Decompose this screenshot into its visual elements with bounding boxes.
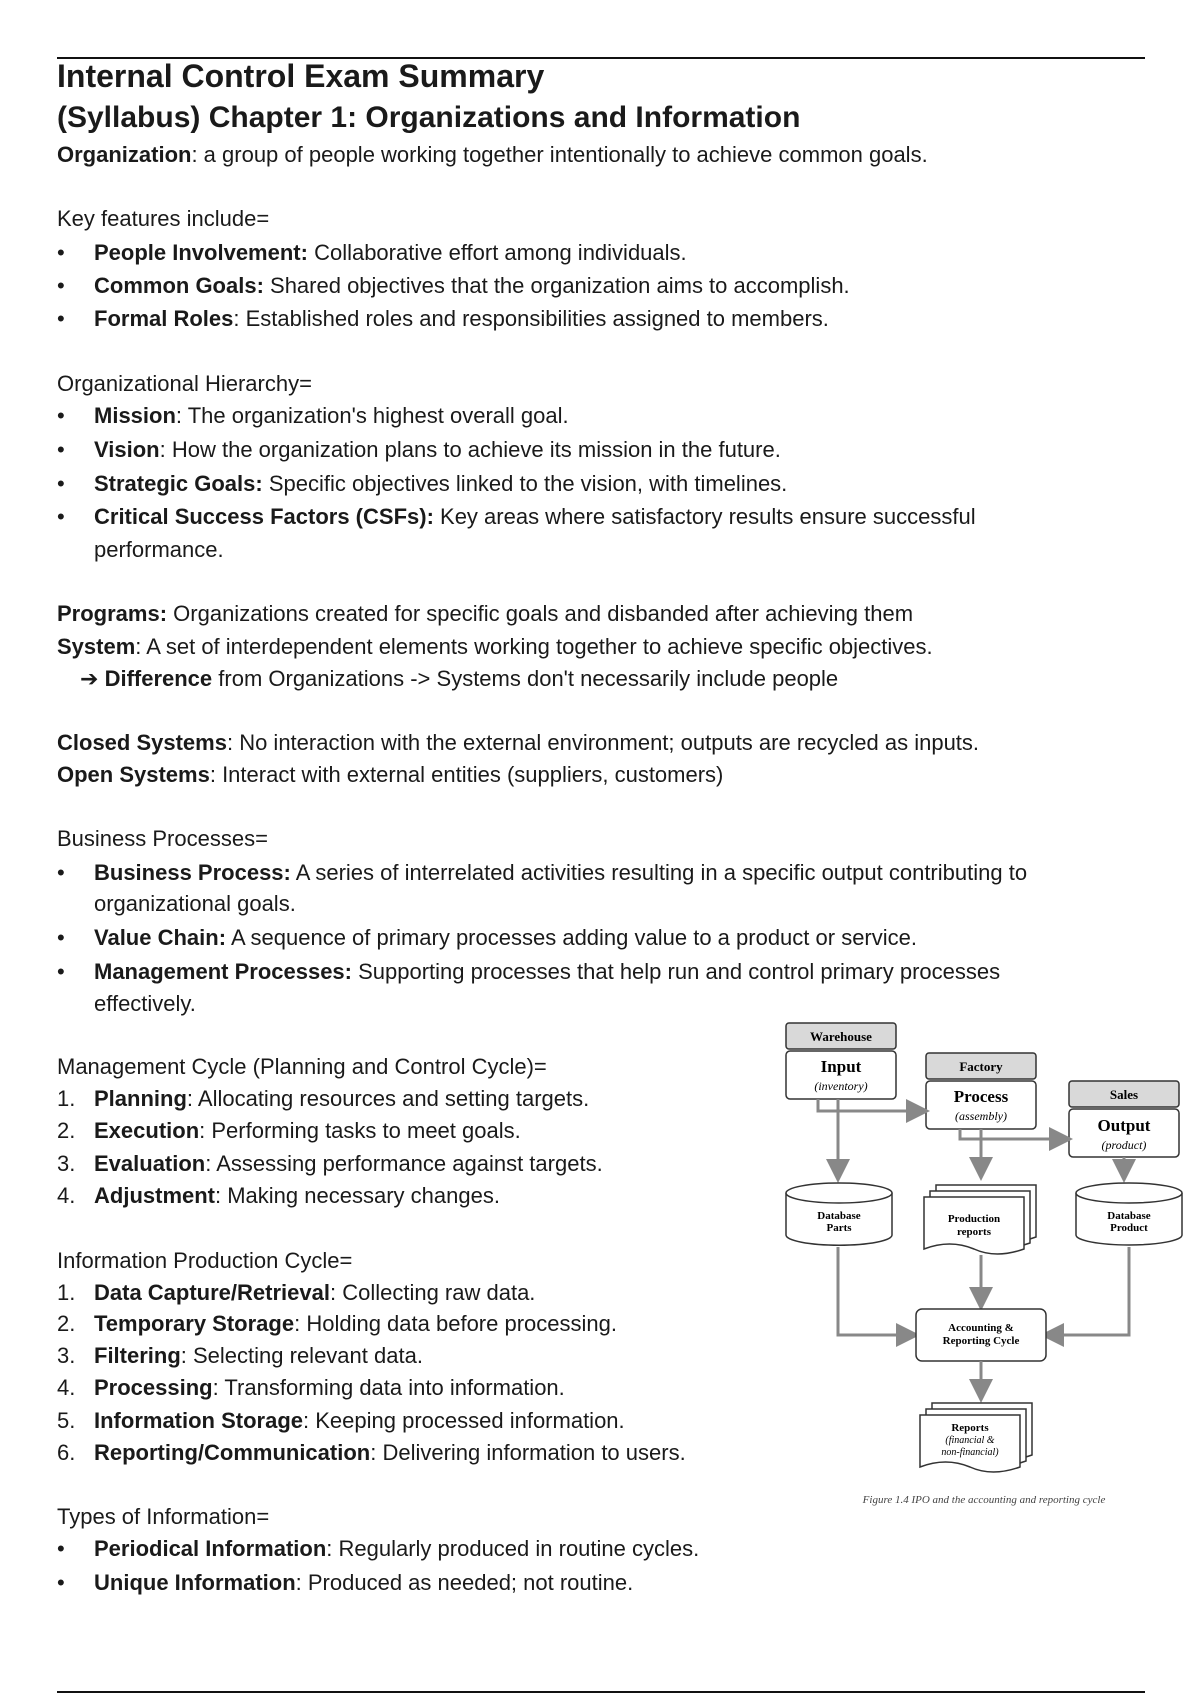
list-item-continuation: performance. xyxy=(94,537,224,562)
svg-text:Database: Database xyxy=(817,1210,861,1222)
accounting-cycle-label-2: Reporting Cycle xyxy=(942,1335,1020,1347)
output-label: Output xyxy=(1097,1116,1151,1135)
arrow-icon: ➔ xyxy=(80,666,99,691)
process-label: Process xyxy=(953,1087,1009,1106)
parts-to-accounting-connector xyxy=(838,1247,914,1335)
management-cycle-heading: Management Cycle (Planning and Control Cycle)= xyxy=(57,1054,547,1079)
svg-text:Database: Database xyxy=(1107,1210,1151,1222)
chapter-heading: (Syllabus) Chapter 1: Organizations and Information xyxy=(57,101,801,134)
document-title: Internal Control Exam Summary xyxy=(57,58,545,94)
svg-text:Production: Production xyxy=(947,1213,1001,1225)
svg-text:(financial &: (financial & xyxy=(945,1435,995,1446)
svg-text:Reports: Reports xyxy=(951,1422,989,1434)
system-definition: System: A set of interdependent elements working together to achieve specific objectives. xyxy=(57,634,933,659)
figure-caption: Figure 1.4 IPO and the accounting and reporting cycle xyxy=(862,1494,1106,1506)
svg-text:Product: Product xyxy=(1110,1222,1148,1234)
svg-text:non-financial): non-financial) xyxy=(941,1447,999,1458)
database-product-cylinder xyxy=(1076,1183,1182,1245)
production-reports-documents xyxy=(924,1185,1036,1254)
list-item-continuation: effectively. xyxy=(94,991,196,1016)
input-sublabel: (inventory) xyxy=(814,1079,868,1093)
difference-note: ➔ Difference from Organizations -> Systems don't necessarily include people xyxy=(80,666,839,691)
output-sublabel: (product) xyxy=(1101,1138,1147,1152)
input-label: Input xyxy=(820,1057,862,1076)
list-item-continuation: organizational goals. xyxy=(94,891,296,916)
input-to-process-connector xyxy=(818,1099,924,1111)
key-features-heading: Key features include= xyxy=(57,206,270,231)
svg-text:reports: reports xyxy=(956,1226,992,1238)
ipo-figure xyxy=(778,1015,1190,1515)
organization-definition: Organization: a group of people working together intentionally to achieve common goals. xyxy=(57,142,928,167)
info-types-heading: Types of Information= xyxy=(57,1504,270,1529)
factory-label: Factory xyxy=(959,1059,1003,1074)
accounting-cycle-label-1: Accounting & xyxy=(948,1322,1014,1334)
sales-label: Sales xyxy=(1109,1087,1139,1102)
product-to-accounting-connector xyxy=(1046,1247,1129,1335)
bottom-rule xyxy=(57,1691,1145,1693)
svg-text:Parts: Parts xyxy=(826,1222,852,1234)
process-to-output-connector xyxy=(960,1129,1067,1139)
open-systems-definition: Open Systems: Interact with external entities (suppliers, customers) xyxy=(57,762,724,787)
info-cycle-heading: Information Production Cycle= xyxy=(57,1248,353,1273)
programs-definition: Programs: Organizations created for specific goals and disbanded after achieving them xyxy=(57,601,914,626)
database-parts-cylinder xyxy=(786,1183,892,1245)
process-sublabel: (assembly) xyxy=(955,1109,1007,1123)
reports-documents xyxy=(920,1403,1032,1472)
hierarchy-heading: Organizational Hierarchy= xyxy=(57,371,312,396)
closed-systems-definition: Closed Systems: No interaction with the external environment; outputs are recycled as inputs. xyxy=(57,730,980,755)
warehouse-label: Warehouse xyxy=(810,1029,872,1044)
business-processes-heading: Business Processes= xyxy=(57,826,268,851)
